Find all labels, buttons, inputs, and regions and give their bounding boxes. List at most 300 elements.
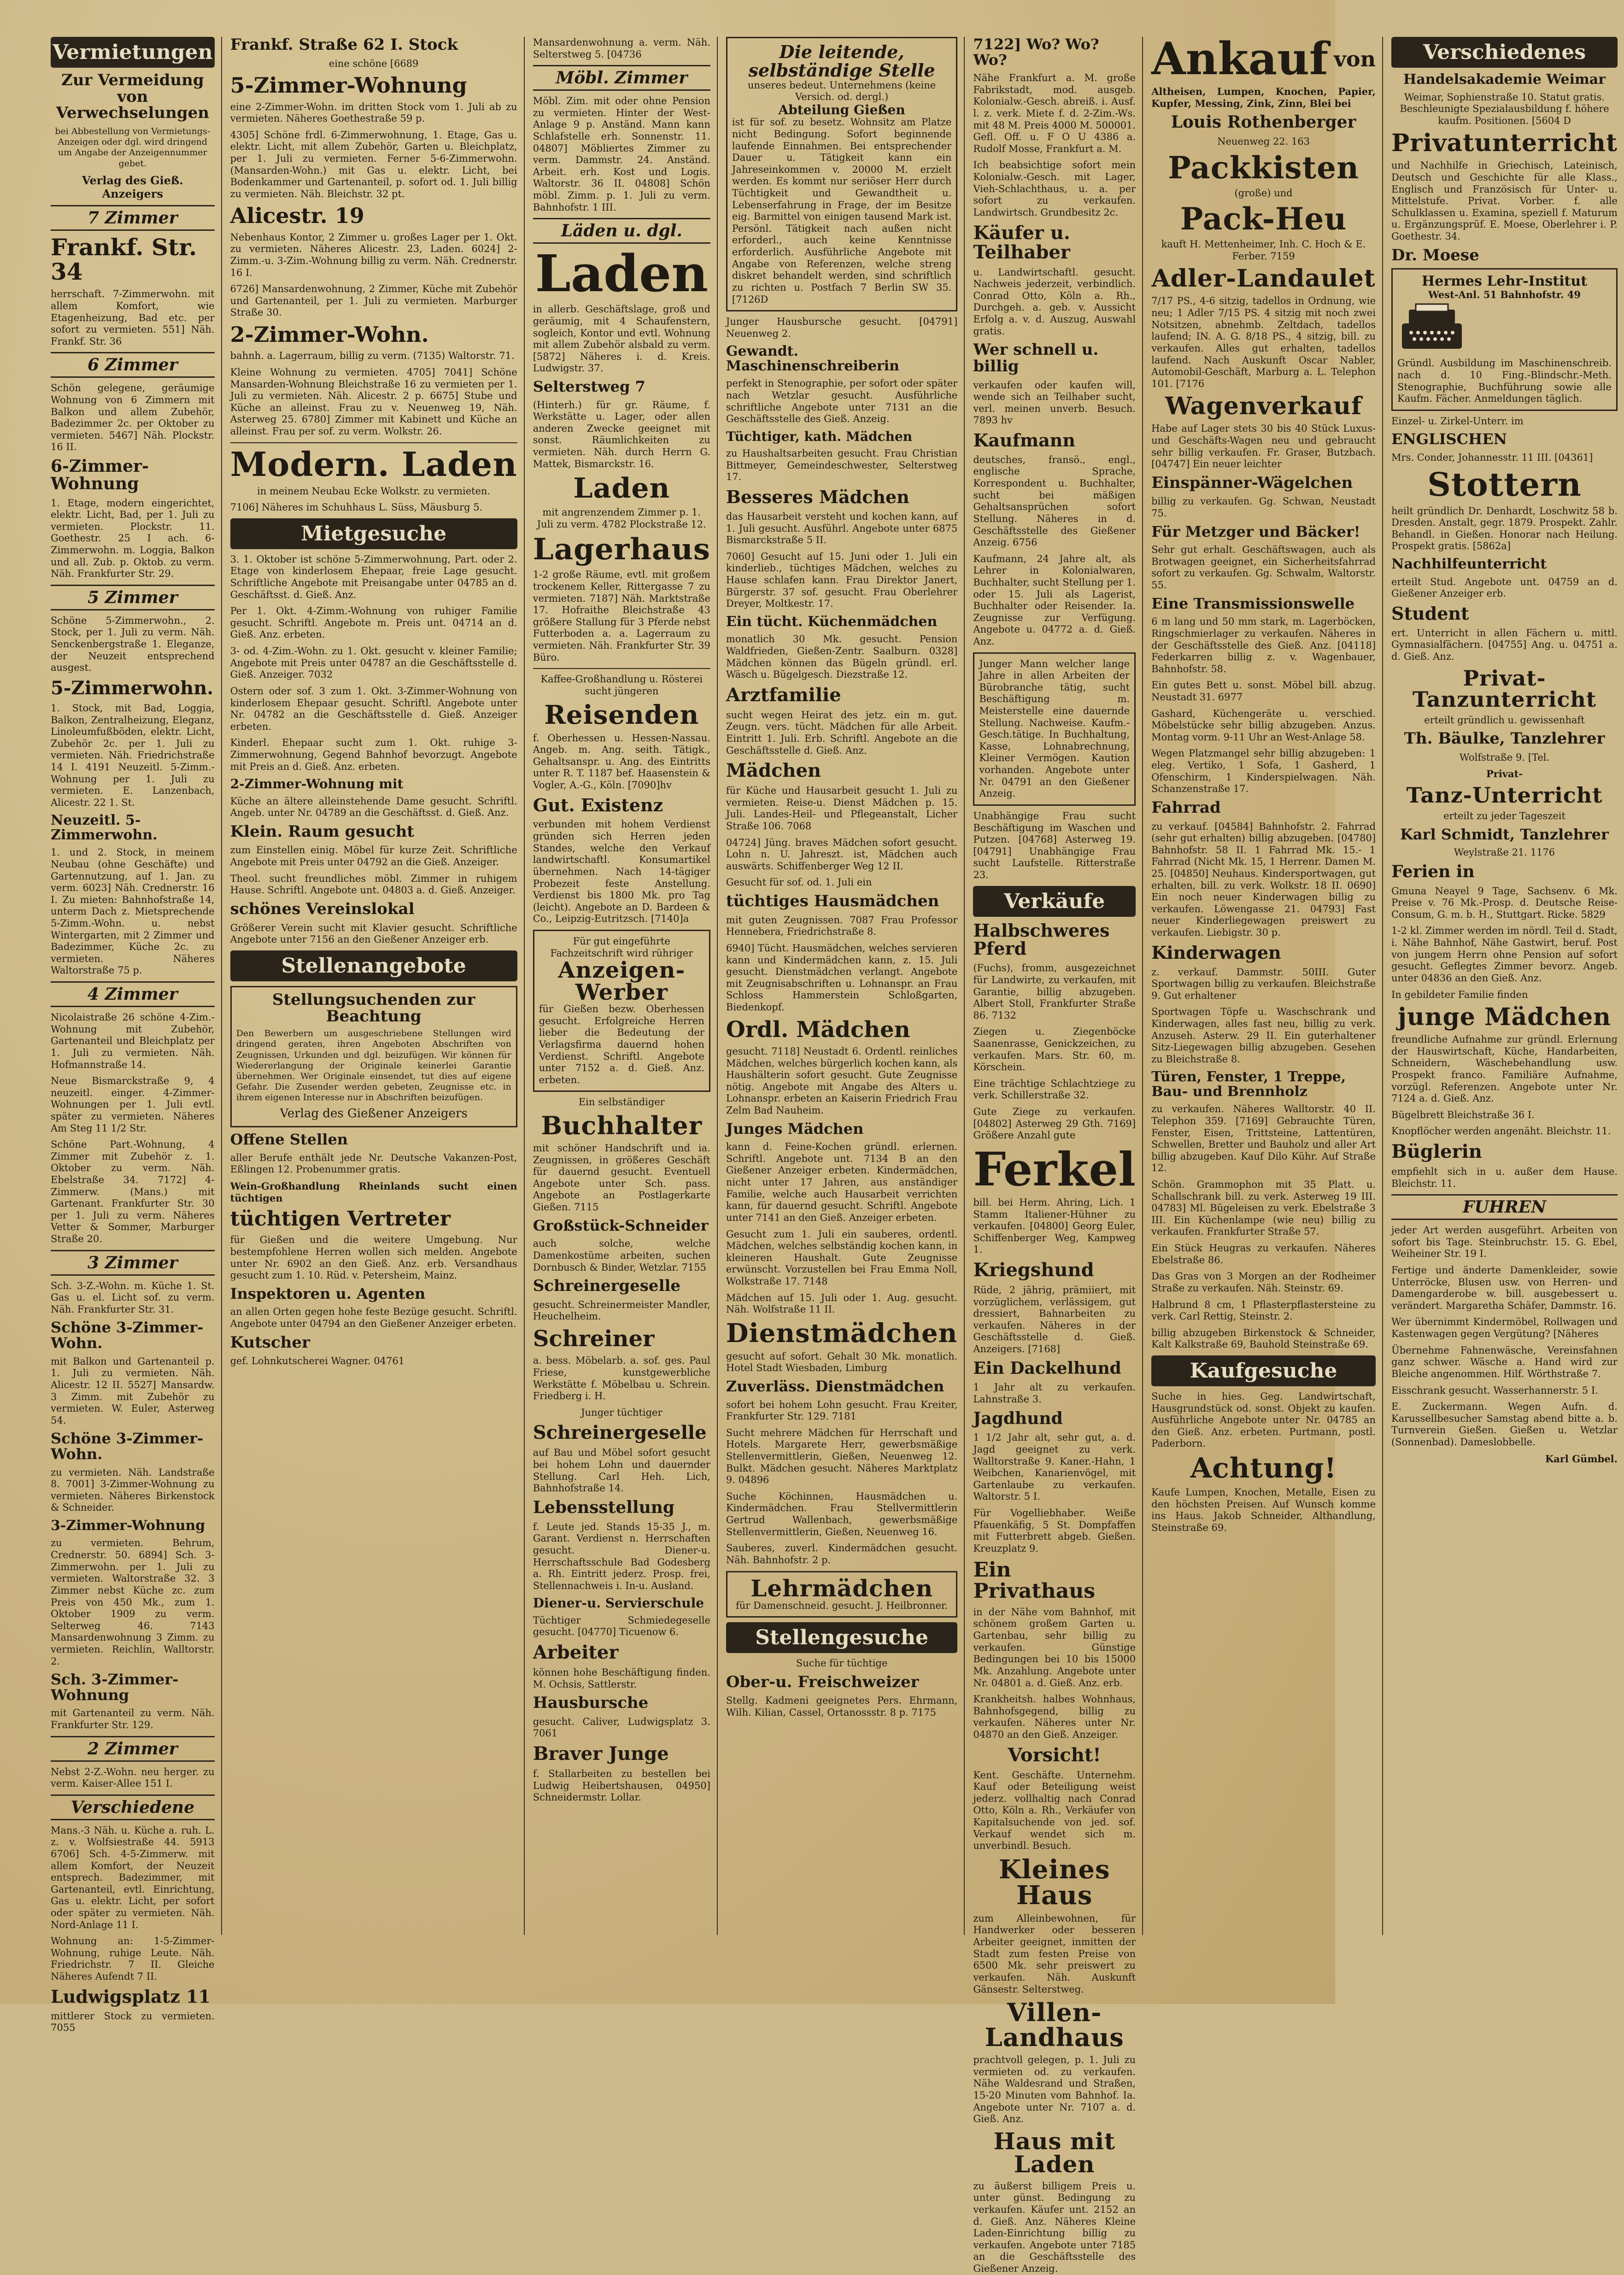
column-7 <box>1391 37 1624 1935</box>
ad-text: Knopflöcher werden angenäht. Bleichstr. 11. <box>1391 1126 1611 1137</box>
ad-heading: Ein tücht. Küchenmädchen <box>726 613 938 630</box>
lehrmaedchen-box <box>726 1571 957 1618</box>
ad-text: mit guten Zeugnissen. 7087 Frau Professor Hennebera, Friedrichstraße 8. <box>726 914 958 938</box>
ad-text: Weylstraße 21. 1176 <box>1454 847 1555 858</box>
vorsicht-heading: Vorsicht! <box>1008 1744 1101 1766</box>
ad-text: verbunden mit hohem Verdienst gründen sich Herren jeden Standes, welche den Verkauf landwirtschaftl. Konsumartikel übernehmen. Nach 14-tägiger Probezeit feste Anstellung. Verdienst bis 1800 Mk. pro Tag (leicht). Angebote an D. Bardeen & Co., Leipzig-Eutritzsch. [7140]a <box>533 819 710 925</box>
intro-sign: Verlag des Gieß. Anzeigers <box>82 173 183 201</box>
subhead-7-zimmer: 7 Zimmer <box>51 205 215 231</box>
column-1 <box>51 37 222 2034</box>
achtung-heading: Achtung! <box>1190 1452 1337 1484</box>
ad-text: Mansardenwohnung a. verm. Näh. Selterstweg 5. [04736 <box>533 37 710 60</box>
ad-heading: Th. Bäulke, Tanzlehrer <box>1404 729 1605 748</box>
column-3 <box>533 37 718 1935</box>
ad-heading: schönes Vereinslokal <box>230 899 415 918</box>
subhead-moebl-zimmer: Möbl. Zimmer <box>533 65 710 91</box>
stelle-label: Abteilung Gießen <box>778 102 905 117</box>
lehrmaedchen-text: für Damenschneid. gesucht. J. Heilbronner. <box>735 1600 948 1611</box>
divider <box>533 668 710 669</box>
ad-text: erteilt Stud. Angebote unt. 04759 an d. Gießener Anzeiger erb. <box>1391 576 1618 599</box>
ad-text: Schön. Grammophon mit 35 Platt. u. Schallschrank bill. zu verk. Asterweg 19 III. 04783] Ml. Bügeleisen zu verk. Ebelstraße 3 III. Ein Küchenlampe (wie neu) billig zu verkaufen. Frankfurter Straße 57. <box>1151 1179 1376 1237</box>
ad-text: Neue Bismarckstraße 9, 4 neuzeitl. einger. 4-Zimmer-Wohnungen per 1. Juli evtl. später zu vermieten. Näheres Am Steg 11 1/2 Str. <box>51 1075 215 1134</box>
ad-heading: Ober-u. Freischweizer <box>726 1672 919 1691</box>
ad-text: herrschaft. 7-Zimmerwohn. mit allem Komfort, wie Etagenheizung, Bad etc. per sofort zu vermieten. 551] Näh. Frankf. Str. 36 <box>51 288 215 347</box>
ad-text: bahnh. a. Lagerraum, billig zu verm. (7135) Waltorstr. 71. <box>230 350 515 362</box>
ad-text: Rüde, 2 jährig, prämiiert, mit vorzüglichem, verlässigem, gut dressiert, Bahnarbeiten zu verkaufen. Näheres in der Geschäftsstelle d. Gieß. Anzeigers. [7168] <box>973 1284 1136 1354</box>
ad-text: Karl Gümbel. <box>1545 1453 1618 1465</box>
villen-heading: Villen-Landhaus <box>985 1998 1124 2052</box>
ad-text: freundliche Aufnahme zur gründl. Erlernung der Hauswirtschaft, Küche, Handarbeiten, Schneidern, Wäschebehandlung usw. Prospekt franco. Familiäre Aufnahme, vorzügl. Referenzen. Angebote unter Nr. 7124 a. d. Gieß. Anz. <box>1391 1034 1618 1104</box>
intro-text: bei Abbestellung von Vermietungs-Anzeigen oder dgl. wird dringend um Angabe der Anzeigennummer gebet. <box>55 126 211 169</box>
ad-text: 7/17 PS., 4-6 sitzig, tadellos in Ordnung, wie neu; 1 Adler 7/15 PS. 4 sitzig mit noch zwei Notsitzen, abnehmb. Zeltdach, tadellos laufend; IN. A. G. 8/18 PS., 4 sitzig, bill. zu verkaufen. Alles gut erhalten, tadellos laufend. Nach Auskunft Oscar Nabler, Automobil-Geschäft, Marburg a. L. Telephon 101. [7176 <box>1151 295 1376 389</box>
ad-heading: 7122] Wo? Wo? Wo? <box>973 35 1099 69</box>
ad-heading: Schöne 3-Zimmer-Wohn. <box>51 1430 204 1463</box>
ad-text: Sauberes, zuverl. Kindermädchen gesucht. Näh. Bahnhofstr. 2 p. <box>726 1542 958 1566</box>
ad-text: Schöne Part.-Wohnung, 4 Zimmer mit Zubehör z. 1. Oktober zu verm. Näh. Ebelstraße 34. 7172] 4-Zimmerw. (Mans.) mit Gartenant. Frankfurter Str. 30 per 1. Juli zu verm. Näheres Vetter & Sommer, Marburger Straße 20. <box>51 1139 215 1245</box>
ad-text: Küche an ältere alleinstehende Dame gesucht. Schriftl. Angeb. unter Nr. 04789 an die Geschäftsst. d. Gieß. Anz. <box>230 795 517 819</box>
ad-text: und Nachhilfe in Griechisch, Lateinisch, Deutsch und Geschichte für alle Klass., Englisch und Französisch für Unter- u. Mittelstufe. Privat. Vorber. f. alle Schulklassen u. Examina, speziell f. Maturum u. Ergänzungsprüf. E. Moese, Oberlehrer i. P. Goethestr. 34. <box>1391 160 1618 242</box>
ad-text: (Hinterh.) für gr. Räume, f. Werkstätte u. Lager, oder allen anderen Zwecke geeignet mit sonst. Räumlichkeiten zu vermieten. Näh. durch Herrn G. Mattek, Bismarckstr. 16. <box>533 399 710 469</box>
ad-heading: Arbeiter <box>533 1641 619 1663</box>
ad-text: Wohnung an: 1-5-Zimmer-Wohnung, ruhige Leute. Näh. Friedrichstr. 7 II. Gleiche Näheres Aufendt 7 II. <box>51 1935 215 1982</box>
ad-text: Kleine Wohnung zu vermieten. 4705] 7041] Schöne Mansarden-Wohnung Bleichstraße 16 zu vermieten per 1. Juli zu vermieten. Näh. Alicestr. 2 p. 6675] Stube und Küche an alleinst. Frau zu v. Neuenweg 19, Näh. Asterweg 25. 6780] Zimmer mit Kabinett und Küche an alleinst. Frau per sof. zu verm. Wolkstr. 26. <box>230 366 517 437</box>
section-band-stellenangebote: Stellenangebote <box>230 950 517 981</box>
subhead-4-zimmer: 4 Zimmer <box>51 981 215 1007</box>
ad-text: verkaufen oder kaufen will, wende sich an Teilhaber sucht, verl. meinen unverb. Besuch. 7893 hv <box>973 379 1136 426</box>
ad-text: Stellg. Kadmeni geeignetes Pers. Ehrmann, Wilh. Kilian, Cassel, Ortanossstr. 8 p. 7175 <box>726 1695 958 1718</box>
ad-text: kann d. Feine-Kochen gründl. erlernen. Schriftl. Angebote unt. 7134 B an den Gießener Anzeiger erbeten. Kindermädchen, nicht unter 17 Jahren, aus anständiger Familie, welche auch Hausarbeit verrichten kann, für dauernd gesucht. Schriftl. Angebote unter 7141 an den Gieß. Anzeiger erbeten. <box>726 1141 958 1223</box>
ad-text: Bügelbrett Bleichstraße 36 I. <box>1391 1109 1535 1120</box>
column-2 <box>230 37 525 1935</box>
hermes-box <box>1391 268 1618 411</box>
ad-text: (große) und <box>1234 187 1293 199</box>
ad-text: mit Gartenanteil zu verm. Näh. Frankfurter Str. 129. <box>51 1707 215 1730</box>
ad-text: Gashard, Küchengeräte u. verschied. Möbelstücke sehr billig abzugeben. Anzus. Montag vorm. 9-11 Uhr an West-Anlage 58. <box>1151 708 1376 743</box>
ad-heading: Diener-u. Servierschule <box>533 1595 704 1611</box>
ad-text: Nicolaistraße 26 schöne 4-Zim.-Wohnung mit Zubehör, Gartenanteil und Bleichplatz per 1. Juli zu vermieten. Näh. Hofmannstraße 14. <box>51 1012 215 1070</box>
ad-text: Nähe Frankfurt a. M. große Fabrikstadt, mod. ausgeb. Kolonialw.-Gesch. abreiß. i. Ausf. l. z. verk. Miete f. d. 2-Zim.-Ws. mit 48 M. Preis 4000 M. 500001. Gefl. Off. u. F O U 4386 a. Rudolf Mosse, Frankfurt a. M. <box>973 72 1136 154</box>
ad-heading: Wer schnell u. billig <box>973 340 1099 375</box>
ad-text: Größerer Verein sucht mit Klavier gesucht. Schriftliche Angebote unter 7156 an den Gießener Anzeiger erb. <box>230 922 517 945</box>
ad-text: ert. Unterricht in allen Fächern u. mittl. Gymnasialfächern. [04755] Ang. u. 04751 a. d. Gieß. Anz. <box>1391 627 1618 662</box>
ad-text: f. Stallarbeiten zu bestellen bei Ludwig Heibertshausen, 04950] Schneidermstr. Lollar. <box>533 1768 710 1803</box>
ad-text: zu verkauf. [04584] Bahnhofstr. 2. Fahrrad (sehr gut erhalten) billig abzugeben. [04780] Bahnhofstr. 58 II. 1 Fahrrad Mk. 15.- 1 Fahrrad (Nicht Mk. 15, 1 Herrenr. Damen M. 25. [04850] Neuhaus. Kindersportwagen, gut erhalten, bill. zu verk. Wolkstr. 18 II. 0690] Ein noch neuer Kinderwagen billig zu verkaufen. Löwengasse 21. 04793] Fast neuer Kinderliegewagen preiswert zu verkaufen. Liebigstr. 30 p. <box>1151 821 1376 938</box>
ad-text: sucht wegen Heirat des jetz. ein m. gut. Zeugn. vers. tücht. Mädchen für alle Arbeit. Eintritt 1. Juli. Erb. Schriftl. Angebote an die Geschäftsstelle d. Gieß. Anz. <box>726 709 958 756</box>
ad-text: 6 m lang und 50 mm stark, m. Lagerböcken, Ringschmierlager zu verkaufen. Näheres in der Geschäftsstelle des Gieß. Anz. [04118] Federkarren billig z. v. Wagenbauer, Bahnhofstr. 58. <box>1151 616 1376 674</box>
ad-heading: Einspänner-Wägelchen <box>1151 473 1353 492</box>
ad-text: Kaufmann, 24 Jahre alt, als Lehrer in Kolonialwaren, Buchhalter, sucht Stellung per 1. oder 15. Juli als Lagerist, Buchhalter oder Reisender. Ia. Zeugnisse zur Verfügung. Angebote u. 04772 a. d. Gieß. Anz. <box>973 553 1136 647</box>
ad-text: Suche für tüchtige <box>796 1658 888 1669</box>
ad-text: mittlerer Stock zu vermieten. 7055 <box>51 2010 215 2034</box>
packheu-heading: Pack-Heu <box>1180 201 1347 237</box>
ad-text: sofort bei hohem Lohn gesucht. Frau Kreiter, Frankfurter Str. 129. 7181 <box>726 1399 958 1422</box>
column-6 <box>1151 33 1383 1935</box>
ad-heading: Nachhilfeunterricht <box>1391 556 1547 573</box>
section-band-vermietungen: Vermietungen <box>51 37 215 68</box>
ad-heading: Halbschweres Pferd <box>973 920 1110 959</box>
packkisten-heading: Packkisten <box>1168 149 1360 186</box>
ad-heading: Kutscher <box>230 1333 310 1352</box>
ad-text: Übernehme Fahnenwäsche, Vereinsfahnen ganz schwer. Wäsche a. Hand wird zur Bleiche angenommen. Hilf. Wörthstraße 7. <box>1391 1344 1618 1379</box>
ad-text: Gesucht zum 1. Juli ein sauberes, ordentl. Mädchen, welches selbständig kochen kann, in kleineren Haushalt. Gute Zeugnisse erwünscht. Vorzustellen bei Frau Emma Noll, Wolkstraße 17. 7148 <box>726 1228 958 1287</box>
modern-laden-heading: Modern. Laden <box>230 444 517 484</box>
ad-heading: Fahrrad <box>1151 798 1221 817</box>
ad-text: Mans.-3 Näh. u. Küche a. ruh. L. z. v. Wolfsiestraße 44. 5913 6706] Sch. 4-5-Zimmerw. mit allem Komfort, der Neuzeit entsprech. Badezimmer, mit Gartenanteil, evtl. Einrichtung, Gas u. elektr. Licht, per sofort oder später zu vermieten. Näh. Nord-Anlage 11 I. <box>51 1824 215 1930</box>
ad-text: Gmuna Neayel 9 Tage, Sachsenv. 6 Mk. Preise v. 76 Mk.-Prosp. d. Deutsche Reise-Consum, G. m. b. H., Stuttgart. Ricke. 5829 <box>1391 885 1618 920</box>
tanz-unterricht-heading: Tanz-Unterricht <box>1406 783 1603 808</box>
subhead-verschiedene: Verschiedene <box>51 1794 215 1820</box>
ad-text: Ziegen u. Ziegenböcke Saanenrasse, Genickzeichen, zu verkaufen. Mars. Str. 60, m. Körschein. <box>973 1026 1136 1073</box>
ad-text: Ostern oder sof. 3 zum 1. Okt. 3-Zimmer-Wohnung von kinderlosem Ehepaar gesucht. Schriftl. Angebote unter Nr. 04782 an die Geschäftsstelle d. Gieß. Anzeiger erbeten. <box>230 685 517 732</box>
ankauf-sub: von <box>1334 46 1376 71</box>
ad-heading: 2-Zimmer-Wohnung mit <box>230 776 404 792</box>
ad-text: Schöne 5-Zimmerwohn., 2. Stock, per 1. Juli zu verm. Näh. Senckenbergstraße 1. Eleganze, der Neuzeit entsprechend ausgest. <box>51 615 215 674</box>
ad-heading: Jagdhund <box>973 1408 1063 1428</box>
ad-text: Eisschrank gesucht. Wasserhannerstr. 5 I. <box>1391 1384 1598 1396</box>
ad-text: 7060] Gesucht auf 15. Juni oder 1. Juli ein kinderlieb., tüchtiges Mädchen, welches zu Hause schlafen kann. Frau Direktor Janert, Bürgerstr. 37 sof. gesucht. Frau Oberlehrer Dreyer, Moltkestr. 17. <box>726 551 958 610</box>
ad-text: Per 1. Okt. 4-Zimm.-Wohnung von ruhiger Familie gesucht. Schriftl. Angebote m. Preis unt. 04714 an d. Gieß. Anz. erbeten. <box>230 605 517 640</box>
privat-tanz-heading: Privat-Tanzunterricht <box>1412 665 1597 712</box>
ad-heading: Alicestr. 19 <box>230 203 364 229</box>
section-band-verkaeufe: Verkäufe <box>973 886 1136 917</box>
subhead-5-zimmer: 5 Zimmer <box>51 585 215 610</box>
ad-text: Für Vogelliebhaber. Weiße Pfauenkäfig, 5 St. Dompfaffen mit Futterbrett abgeb. Gießen. Kreuzplatz 9. <box>973 1507 1136 1554</box>
lagerhaus-heading: Lagerhaus <box>533 532 710 567</box>
intro-heading: Zur Vermeidung von Verwechselungen <box>56 71 209 123</box>
privatunterricht-heading: Privatunterricht <box>1391 129 1618 158</box>
subhead-3-zimmer: 3 Zimmer <box>51 1250 215 1276</box>
notice-heading: Stellungsuchenden zur Beachtung <box>272 990 475 1026</box>
subhead-laeden: Läden u. dgl. <box>533 218 710 244</box>
ankauf-row <box>1151 33 1376 85</box>
ad-heading: 5-Zimmerwohn. <box>51 677 214 699</box>
hermes-text: Gründl. Ausbildung im Maschinenschreib. nach d. 10 Fing.-Blindschr.-Meth. Stenographie, Buchführung sowie alle Kaufm. Fächer. Anmeldungen täglich. <box>1397 358 1612 405</box>
notice-box <box>230 986 517 1127</box>
ad-text: Sehr gut erhalt. Geschäftswagen, auch als Brotwagen geeignet, ein Sicherheitsfahrrad sofort zu verkaufen. Gg. Schwalm, Waltorstr. 55. <box>1151 544 1376 591</box>
ad-text: erteilt zu jeder Tageszeit <box>1443 810 1565 822</box>
ad-text: heilt gründlich Dr. Denhardt, Loschwitz 58 b. Dresden. Anstalt, gegr. 1879. Prospekt. Zahlr. Behandl. in Gießen. Honorar nach Heilung. Prospekt gratis. [5862a] <box>1391 505 1618 552</box>
ankauf-heading: Ankauf <box>1151 33 1329 85</box>
ad-text: Einzel- u. Zirkel-Unterr. im <box>1391 415 1524 427</box>
ad-text: Ein Stück Heugras zu verkaufen. Näheres Ebelstraße 86. <box>1151 1243 1376 1266</box>
ad-heading: Sch. 3-Zimmer-Wohnung <box>51 1671 179 1704</box>
ad-text: Nebenhaus Kontor, 2 Zimmer u. großes Lager per 1. Okt. zu vermieten. Näheres Alicestr. 23, Laden. 6024] 2-Zimm.-u. 3-Zim.-Wohnung billig zu verm. Näh. Crednerstr. 16 I. <box>230 231 517 278</box>
ad-text: für Gießen und die weitere Umgebung. Nur bestempfohlene Herren wollen sich melden. Angebote unter Nr. 6902 an den Gieß. Anz. erb. Versandhaus gesucht zum 1. 10. Rüd. v. Petersheim, Mainz. <box>230 1234 517 1281</box>
ad-text: Das Gras von 3 Morgen an der Rodheimer Straße zu verkaufen. Näh. Steinstr. 69. <box>1151 1271 1376 1294</box>
ad-text: In gebildeter Familie finden <box>1391 989 1528 1000</box>
laden2-heading: Laden <box>573 472 670 505</box>
ankauf-name: Louis Rothenberger <box>1171 112 1356 132</box>
ad-heading: Frankf. Str. 34 <box>51 234 197 285</box>
ad-heading: Inspektoren u. Agenten <box>230 1284 426 1302</box>
divider <box>230 442 517 443</box>
adler-heading: Adler-Landaulet <box>1151 264 1376 293</box>
ad-heading: Türen, Fenster, 1 Treppe, Bau- und Brennholz <box>1151 1069 1346 1100</box>
ad-heading: Schreiner <box>533 1326 655 1352</box>
ad-text: Mrs. Conder, Johannesstr. 11 III. [04361] <box>1391 452 1593 463</box>
ad-heading: Karl Schmidt, Tanzlehrer <box>1400 825 1609 843</box>
ad-text: mit Balkon und Gartenanteil p. 1. Juli zu vermieten. Näh. Alicestr. 12 II. 5527] Mansardw. 3 Zimm. mit Zubehör zu vermieten. W. Euler, Asterweg 54. <box>51 1355 215 1426</box>
werber-box <box>533 930 710 1092</box>
ad-text: 7106] Näheres im Schuhhaus L. Süss, Mäusburg 5. <box>230 502 483 513</box>
laden-heading: Laden <box>535 244 709 304</box>
ad-heading: Büglerin <box>1391 1141 1482 1162</box>
ad-text: 1 Jahr alt zu verkaufen. Lahnstraße 3. <box>973 1382 1136 1405</box>
ad-text: Halbrund 8 cm, 1 Pflasterpflastersteine zu verk. Carl Rettig, Steinstr. 2. <box>1151 1299 1376 1322</box>
ad-text: Wer übernimmt Kindermöbel, Rollwagen und Kastenwagen gegen Vergütung? [Näheres <box>1391 1316 1618 1340</box>
ad-text: monatlich 30 Mk. gesucht. Pension Waldfrieden, Gießen-Zentr. Saalburn. 0328] Mädchen können das Bügeln gründl. erl. Wäsch u. Bügelgesch. Diezstraße 12. <box>726 633 958 680</box>
ad-heading: 5-Zimmer-Wohnung <box>230 73 467 98</box>
ad-heading: Braver Junge <box>533 1743 669 1765</box>
ad-heading: Kinderwagen <box>1151 942 1281 963</box>
ad-text: das Hausarbeit versteht und kochen kann, auf 1. Juli gesucht. Ausführl. Angebote unter 6875 Bismarckstraße 5 II. <box>726 510 958 546</box>
lehrmaedchen-heading: Lehrmädchen <box>750 1574 933 1602</box>
ad-text: zu vermieten. Näh. Landstraße 8. 7001] 3-Zimmer-Wohnung zu vermieten. Näheres Birkenstock & Schneider. <box>51 1466 215 1513</box>
ferkel-heading: Ferkel <box>973 1142 1136 1196</box>
ad-heading: Tüchtiger, kath. Mädchen <box>726 428 913 444</box>
ad-heading: Ludwigsplatz 11 <box>51 1986 211 2007</box>
ad-heading: ENGLISCHEN <box>1391 430 1507 448</box>
ad-text: gesucht. Schreinermeister Mandler, Heuchelheim. <box>533 1299 710 1322</box>
ad-heading: Großstück-Schneider <box>533 1216 709 1234</box>
ad-text: Fertige und änderte Damenkleider, sowie Unterröcke, Blusen usw. von Herren- und Damengarderobe w. bill. ausgebessert u. verändert. Margaretha Schäfer, Dammstr. 16. <box>1391 1265 1618 1311</box>
ad-text: Theol. sucht freundliches möbl. Zimmer in ruhigem Hause. Schriftl. Angebote unt. 04803 a. d. Gieß. Anzeiger. <box>230 873 517 896</box>
section-band-verschiedenes: Verschiedenes <box>1391 37 1618 68</box>
ad-text: eine 2-Zimmer-Wohn. im dritten Stock vom 1. Juli ab zu vermieten. Näheres Goethestraße 59 p. <box>230 101 517 124</box>
ad-heading: Gut. Existenz <box>533 794 663 815</box>
ad-text: Wegen Platzmangel sehr billig abzugeben: 1 eleg. Vertiko, 1 Sofa, 1 Gasherd, 1 Ofenschirm, 1 Kinderspielwagen. Näh. Schanzenstraße 17. <box>1151 748 1376 795</box>
ad-text: Sch. 3-Z.-Wohn. m. Küche 1. St. Gas u. el. Licht sof. zu verm. Näh. Frankfurter Str. 31. <box>51 1280 215 1315</box>
stelle-text: ist für sof. zu besetz. Wohnsitz am Platze nicht Bedingung. Sofort beginnende laufende Einnahmen. Bei entsprechender Dauer u. Tätigkeit kann ein Jahreseinkommen v. 20000 M. erzielt werden. Es kommt nur seriöser Herr durch Tüchtigkeit und Gewandtheit u. Lebenserfahrung in Frage, der im Besitze eig. Barmittel von einigen tausend Mark ist. Persönl. Tätigkeit nach außen nicht erforderl., auch keine Kenntnisse erforderlich. Ausführliche Angebote mit Angabe von Referenzen, welche streng diskret behandelt werden, sind schriftlich zu richten u. Postfach 7 Berlin SW 35. [7126D <box>732 117 952 305</box>
ad-text: gef. Lohnkutscherei Wagner. 04761 <box>230 1355 405 1367</box>
ad-text: Altheisen, Lumpen, Knochen, Papier, Kupfer, Messing, Zink, Zinn, Blei bei <box>1151 86 1376 109</box>
ad-heading: Eine Transmissionswelle <box>1151 594 1355 612</box>
ad-text: Sucht mehrere Mädchen für Herrschaft und Hotels. Margarete Herr, gewerbsmäßige Stellenvermittlerin, Gießen, Neuenweg 12. Bulkt. Mädchen gesucht. Näheres Marktplatz 9. 04896 <box>726 1427 958 1486</box>
stelle-sub: unseres bedeut. Unternehmens (keine Versich. od. dergl.) <box>748 79 936 103</box>
ad-heading: Ordl. Mädchen <box>726 1016 910 1043</box>
ad-text: Mädchen auf 15. Juli oder 1. Aug. gesucht. Näh. Wolfstraße 11 II. <box>726 1292 958 1315</box>
ad-text: Kaufe Lumpen, Knochen, Metalle, Eisen zu den höchsten Preisen. Auf Wunsch komme ins Haus. Jakob Schneider, Althandlung, Steinstraße 69. <box>1151 1487 1376 1533</box>
ad-text: 6940] Tücht. Hausmädchen, welches servieren kann und Kindermädchen kann, z. 15. Juli gesucht. Dienstmädchen verlangt. Angebote mit Zeugnisabschriften u. Lohnanspr. an Frau Schloss Hammerstein Schloßgarten, Biedenkopf. <box>726 942 958 1013</box>
hermes-heading: Hermes Lehr-Institut <box>1421 273 1588 290</box>
ad-heading: Frankf. Straße 62 I. Stock <box>230 35 458 54</box>
ad-text: Privat- <box>1486 768 1523 780</box>
ad-text: Ich beabsichtige sofort mein Kolonialw.-Gesch. mit Lager, Vieh-Schlachthaus, u. a. per sofort zu verkaufen. Landwirtsch. Grundbesitz 2c. <box>973 159 1136 218</box>
ad-text: in allerb. Geschäftslage, groß und geräumig, mit 4 Schaufenstern, sogleich, Kontor und evtl. Wohnung mit allem Zubehör alsbald zu verm. [5872] Näheres i. d. Kreis. Ludwigstr. 37. <box>533 304 710 374</box>
ad-text: Tüchtiger Schmiedegeselle gesucht. [04770] Ticuenow 6. <box>533 1614 710 1638</box>
werber-text: für Gießen bezw. Oberhessen gesucht. Erfolgreiche Herren lieber die Bedeutung der Verlagsfirma dauernd hohen Verdienst. Schriftl. Angebote unter 7152 a. d. Gieß. Anz. erbeten. <box>539 1003 704 1085</box>
hermes-address: West-Anl. 51 Bahnhofstr. 49 <box>1428 288 1581 300</box>
ad-text: 1-2 große Räume, evtl. mit großem trockenem Keller, Rittergasse 7 zu vermieten. 7187] Näh. Marktstraße 17. Hofraithe Bleichstraße 43 größere Stallung für 3 Pferde nebst Futterboden a. a. Lagerraum zu vermieten. Näh. Frankfurter Str. 39 Büro. <box>533 569 710 663</box>
ad-text: eine schöne [6689 <box>328 58 419 69</box>
columns <box>51 33 1618 2275</box>
ad-text: zu vermieten. Behrum, Crednerstr. 50. 6894] Sch. 3-Zimmerwohn. per 1. Juli zu vermieten. Waltorstraße 32. 3 Zimmer nebst Küche zc. zum Preis von 450 Mk., zum 1. Oktober 1909 zu verm. Selterweg 46. 7143 Mansardenwohnung 3 Zimm. zu vermieten. Reichlin, Walltorstr. 2. <box>51 1537 215 1667</box>
ad-text: 6726] Mansardenwohnung, 2 Zimmer, Küche mit Zubehör und Gartenanteil, per 1. Juli zu vermieten. Marburger Straße 30. <box>230 283 517 318</box>
ad-text: Kinderl. Ehepaar sucht zum 1. Okt. ruhige 3-Zimmerwohnung, Gegend Bahnhof bevorzugt. Angebote mit Preis an d. Gieß. Anz. erbeten. <box>230 737 517 772</box>
ad-text: 1. Etage, modern eingerichtet, elektr. Licht, Bad, per 1. Juli zu vermieten. Plockstr. 11. Goethestr. 25 I ach. 6-Zimmerwohn. m. Loggia, Balkon und all. Zub. p. Oktob. zu verm. Näh. Frankfurter Str. 29. <box>51 497 215 580</box>
ad-text: Suche in hies. Geg. Landwirtschaft, Hausgrundstück od. sonst. Objekt zu kaufen. Ausführliche Angebote unter Nr. 04785 an den Gieß. Anz. erbeten. Purtmann, postl. Paderborn. <box>1151 1390 1376 1449</box>
ad-text: f. Leute jed. Stands 15-35 J., m. Garant. Verdienst n. Herrschaften gesucht. Diener-u. Herrschaftsschule Bad Godesberg a. Rh. Eintritt jederz. Prosp. frei, Stellennachweis i. In-u. Ausland. <box>533 1521 710 1591</box>
ad-text: Junger tüchtiger <box>581 1407 662 1418</box>
ad-heading: Ein Privathaus <box>973 1558 1095 1603</box>
jung-mann-text: Junger Mann welcher lange Jahre in allen Arbeiten der Bürobranche tätig, sucht Beschäftigung m. Meisterstelle eine dauernde Stellung. Nachweise. Kaufm.-Gesch.tätige. In Buchhaltung, Kasse, Lohnabrechnung, Kleiner Vermögen. Kaution vorhanden. Angebote unter Nr. 04791 an den Gießener Anzeig. <box>979 658 1130 799</box>
ad-text: z. verkauf. Dammstr. 50III. Guter Sportwagen billig zu verkaufen. Bleichstraße 9. Gut erhaltener <box>1151 966 1376 1001</box>
ad-text: zum Alleinbewohnen, für Handwerker oder besseren Arbeiter geeignet, inmitten der Stadt zum festen Preise von 6500 Mk. sehr preiswert zu verkaufen. Näh. Auskunft Gänsestr. Selterstweg. <box>973 1912 1136 1995</box>
subhead-6-zimmer: 6 Zimmer <box>51 352 215 378</box>
ad-text: 04724] Jüng. braves Mädchen sofort gesucht. Lohn n. U. Jahreszt. ist, Mädchen auch auswärts. Schiffenberger Weg 12 II. <box>726 837 958 872</box>
subhead-2-zimmer: 2 Zimmer <box>51 1736 215 1762</box>
ad-text: 4305] Schöne frdl. 6-Zimmerwohnung, 1. Etage, Gas u. elektr. Licht, mit allem Zubehör, Garten u. Bleichplatz, per 1. Juli zu vermieten. Ferner 5-6-Zimmerwohn. (Mansarden-Wohn.) mit Gas u. elektr. Licht, bei Bodenkammer und Gartenanteil, p. sofort od. 1. Juli billig zu vermieten. Näh. Bleichstr. 32 pt. <box>230 129 517 199</box>
ad-text: Krankheitsh. halbes Wohnhaus, Bahnhofsgegend, billig zu verkaufen. Näheres unter Nr. 04870 an den Gieß. Anzeiger. <box>973 1694 1136 1740</box>
ad-heading: Arztfamilie <box>726 684 841 706</box>
ad-text: Ein selbständiger <box>578 1096 665 1108</box>
column-4 <box>726 37 965 1935</box>
notice-sign: Verlag des Gießener Anzeigers <box>280 1107 468 1121</box>
ad-text: kauft H. Mettenheimer, Inh. C. Hoch & E. Ferber. 7159 <box>1161 239 1366 262</box>
typewriter-icon <box>1397 300 1466 356</box>
ad-text: in der Nähe vom Bahnhof, mit schönem großem Garten u. Gartenbau, sehr billig zu verkaufen. Günstige Bedingungen bei 10 bis 15000 Mk. Anzahlung. Angebote unter Nr. 04801 a. d. Gieß. Anz. erb. <box>973 1606 1136 1689</box>
ad-text: prachtvoll gelegen, p. 1. Juli zu vermieten od. zu verkaufen. Nähe Waldesrand und Straßen, 15-20 Minuten vom Bahnhof. Ia. Angebote unter Nr. 7107 a. d. Gieß. Anz. <box>973 2054 1136 2125</box>
ad-text: u. Landwirtschaftl. gesucht. Nachweis jederzeit, verbindlich. Conrad Otto, Köln a. Rh., Durchgeh. a. geb. v. Aussicht Erfolg a. v. d. Auszug, Auswahl gratis. <box>973 266 1136 337</box>
junge-maedchen-heading: junge Mädchen <box>1398 1003 1611 1032</box>
ad-text: Eine trächtige Schlachtziege zu verk. Schillerstraße 32. <box>973 1078 1136 1101</box>
dienstmaedchen-heading: Dienstmädchen <box>726 1318 958 1349</box>
ad-text: 1. und 2. Stock, in meinem Neubau (ohne Geschäfte) und Gartennutzung, auf 1. Jan. zu verm. 6023] Näh. Crednerstr. 16 I. Zu mieten: Bahnhofstraße 14, unterm Dach z. Mietsprechende 5-Zimm.-Wohn. u. nebst Wintergarten, mit 2 Zimmer und Badezimmer, Küche 2c. zu vermieten. Näheres Waltorstraße 75 p. <box>51 847 215 976</box>
ad-text: Kent. Geschäfte. Unternehm. Kauf oder Beteiligung weist jederz. vollhaltig nach Conrad Otto, Köln a. Rh., Verkäufer von Kapitalsuchende von jed. sof. Verkauf wendet sich m. unverbindl. Besuch. <box>973 1769 1136 1852</box>
werber-heading: Anzeigen-Werber <box>558 957 686 1006</box>
ad-text: mit schöner Handschrift und ia. Zeugnissen, in größeres Geschäft für dauernd gesucht. Eventuell Angebote unter Sch. pass. Angebote an Postlagerkarte Gießen. 7115 <box>533 1143 710 1213</box>
ad-heading: Lebensstellung <box>533 1497 675 1517</box>
ad-heading: Gewandt. Maschinenschreiberin <box>726 343 899 374</box>
notice-text: Den Bewerbern um ausgeschriebene Stellungen wird dringend geraten, ihren Angeboten Abschriften von Zeugnissen, Urkunden und dgl. beizufügen. Wir können für Wiedererlangung der Originale keinerlei Garantie übernehmen. Wer Originale einsendet, tut dies auf eigene Gefahr. Die Zusender werden gebeten, Zeugnisse etc. in ihrem eigenen Interesse nur in Abschriften beizufügen. <box>236 1028 511 1103</box>
ad-heading: Zuverläss. Dienstmädchen <box>726 1377 944 1395</box>
ad-text: zu Haushaltsarbeiten gesucht. Frau Christian Bittmeyer, Gemeindeschwester, Selterstweg 17. <box>726 448 958 483</box>
ad-heading: Handelsakademie Weimar <box>1403 71 1606 88</box>
stelle-heading: Die leitende, selbständige Stelle <box>748 41 935 81</box>
ad-text: aller Berufe enthält jede Nr. Deutsche Vakanzen-Post, Eßlingen 12. Probenummer gratis. <box>230 1152 517 1175</box>
ad-heading: Schreinergeselle <box>533 1277 681 1296</box>
ad-text: zu verkaufen. Näheres Walltorstr. 40 II. Telephon 359. [7169] Gebrauchte Türen, Fenster, Eisen, Trittsteine, Lattentüren, Schwellen, Bretter und Bauholz und aller Art billig abzugeben. Kauf Dilo Kühr. Auf Straße 12. <box>1151 1103 1376 1174</box>
ad-text: Junger Hausbursche gesucht. [04791] Neuenweg 2. <box>726 316 958 339</box>
ad-text: erteilt gründlich u. gewissenhaft <box>1424 714 1585 726</box>
ad-text: Wolfstraße 9. [Tel. <box>1459 751 1550 763</box>
ad-text: Möbl. Zim. mit oder ohne Pension zu vermieten. Hinter der West-Anlage 9 p. Anständ. Mann kann Schlafstelle erh. Sonnenstr. 11. 04807] Möbliertes Zimmer zu verm. Dammstr. 24. Anständ. Arbeit. erh. Kost und Logis. Waltorstr. 36 II. 04808] Schön möbl. Zimm. p. 1. Juli zu verm. Bahnhofstr. 1 III. <box>533 95 710 213</box>
ad-heading: 2-Zimmer-Wohn. <box>230 322 429 347</box>
ad-heading: Neuzeitl. 5-Zimmerwohn. <box>51 812 158 843</box>
ad-text: Gute Ziege zu verkaufen. [04802] Asterweg 29 Gth. 7169] Größere Anzahl gute <box>973 1106 1136 1141</box>
ad-heading: Kriegshund <box>973 1259 1094 1281</box>
ad-text: Gesucht für sof. od. 1. Juli ein <box>726 877 872 888</box>
ad-text: Ein gutes Bett u. sonst. Möbel bill. abzug. Neustadt 31. 6977 <box>1151 680 1376 703</box>
ad-text: a. bess. Möbelarb. a. sof. ges. Paul Friese, kunstgewerbliche Werkstätte f. Möbelbau u. Schrein. Friedberg i. H. <box>533 1355 710 1402</box>
ad-heading: Dr. Moese <box>1391 246 1479 264</box>
ad-text: auch solche, welche Damenkostüme arbeiten, suchen Dornbusch & Binder, Wetzlar. 7155 <box>533 1238 710 1273</box>
section-band-mietgesuche: Mietgesuche <box>230 518 517 549</box>
ad-text: können hohe Beschäftigung finden. M. Ochsis, Sattlerstr. <box>533 1666 710 1690</box>
ad-text: 3- od. 4-Zim.-Wohn. zu 1. Okt. gesucht v. kleiner Familie; Angebote mit Preis unter 04787 an die Geschäftsstelle d. Gieß. Anzeiger. 7032 <box>230 645 517 680</box>
ad-heading: 6-Zimmer-Wohnung <box>51 456 149 493</box>
haus-laden-heading: Haus mit Laden <box>993 2127 1115 2178</box>
ad-text: mit angrenzendem Zimmer p. 1. Juli zu verm. 4782 Plockstraße 12. <box>537 507 706 530</box>
ad-text: Weimar, Sophienstraße 10. Statut gratis. Beschleunigte Spezialausbildung f. höhere kaufm. Positionen. [5604 D <box>1400 91 1609 126</box>
ad-heading: Schreinergeselle <box>533 1422 707 1444</box>
ad-text: an allen Orten gegen hohe feste Bezüge gesucht. Schriftl. Angebote unter 04794 an den Gießener Anzeiger erbeten. <box>230 1306 517 1329</box>
ad-text: Habe auf Lager stets 30 bis 40 Stück Luxus- und Geschäfts-Wagen neu und gebraucht sehr billig verkaufen. Fr. Graser, Butzbach. [04747] Ein neuer leichter <box>1151 423 1376 470</box>
ad-text: Nebst 2-Z.-Wohn. neu herger. zu verm. Kaiser-Allee 151 I. <box>51 1766 215 1789</box>
ad-text: gesucht. Caliver, Ludwigsplatz 3. 7061 <box>533 1716 710 1739</box>
wagen-heading: Wagenverkauf <box>1165 392 1362 421</box>
ad-text: 1. Stock, mit Bad, Loggia, Balkon, Zentralheizung, Eleganz, Linoleumfußböden, elektr. Licht, Zubehör 2c. per 1. Juli zu vermieten. Näh. Friedrichstraße 14 I. 4191 Neuzeitl. 5-Zimm.-Wohnung per 1. Juli zu vermieten. E. Lanzenbach, Alicestr. 22 1. St. <box>51 702 215 808</box>
ad-text: f. Oberhessen u. Hessen-Nassau. Angeb. m. Ang. seith. Tätigk., Gehaltsanspr. u. Ang. des Eintritts unter R. T. 1187 bef. Haasenstein & Vogler, A.-G., Köln. [7090]hv <box>533 732 710 791</box>
ad-text: gesucht auf sofort. Gehalt 30 Mk. monatlich. Hotel Stadt Wiesbaden, Limburg <box>726 1350 958 1374</box>
ad-heading: Kaufmann <box>973 429 1076 451</box>
ad-text: 3. 1. Oktober ist schöne 5-Zimmerwohnung, Part. oder 2. Etage von kinderlosem Ehepaar, freie Lage gesucht. Schriftliche Angebote mit Preisangabe unter 04785 an d. Geschäftsst. d. Gieß. Anz. <box>230 553 517 600</box>
ad-text: auf Bau und Möbel sofort gesucht bei hohem Lohn und dauernder Stellung. Carl Heh. Lich, Bahnhofstraße 14. <box>533 1447 710 1494</box>
ad-heading: Schöne 3-Zimmer-Wohn. <box>51 1319 204 1352</box>
ad-heading: Besseres Mädchen <box>726 487 909 508</box>
ad-heading: Ferien in <box>1391 862 1475 881</box>
ad-text: 1-2 kl. Zimmer werden im nördl. Teil d. Stadt, i. Nähe Bahnhof, Nähe Gastwirt, beruf. Post von jungem Herrn ohne Pension auf sofort gesucht. Geflegtes Zimmer bevorz. Angeb. unter 04836 an den Gieß. Anz. <box>1391 925 1618 984</box>
ad-heading: Klein. Raum gesucht <box>230 822 415 841</box>
ad-text: Wein-Großhandlung Rheinlands sucht einen tüchtigen <box>230 1180 517 1204</box>
reisenden-heading: Reisenden <box>544 699 699 730</box>
ad-text: zu äußerst billigem Preis u. unter günst. Bedingung zu verkaufen. Käufer unt. 2152 an d. Gieß. Anz. Näheres Kleine Laden-Einrichtung billig zu verkaufen. Angebote unter 7185 an die Geschäftsstelle des Gießener Anzeig. <box>973 2180 1136 2275</box>
ankauf-address: Neuenweg 22. 163 <box>1217 136 1310 147</box>
ad-text: empfiehlt sich in u. außer dem Hause. Bleichstr. 11. <box>1391 1166 1618 1189</box>
ad-text: für Küche und Hausarbeit gesucht 1. Juli zu vermieten. Reise-u. Dienst Mädchen p. 15. Juli. Landes-Heil- und Pflegeanstalt, Licher Straße 106. 7068 <box>726 785 958 832</box>
ad-heading: Für Metzger und Bäcker! <box>1151 522 1360 540</box>
buchhalter-heading: Buchhalter <box>541 1111 703 1141</box>
ad-text: billig abzugeben Birkenstock & Schneider, Kalt Kalkstraße 69, Bauhold Steinstraße 69. <box>1151 1327 1376 1350</box>
ad-heading: Student <box>1391 603 1469 624</box>
ad-text: zum Einstellen einig. Möbel für kurze Zeit. Schriftliche Angebote mit Preis unter 04792 an die Gieß. Anzeiger. <box>230 844 517 868</box>
ad-text: jeder Art werden ausgeführt. Arbeiten von sofort bis Tage. Steinbruchstr. 15. G. Ebel, Weiheiner Str. 19 I. <box>1391 1225 1618 1260</box>
ad-heading: 3-Zimmer-Wohnung <box>51 1517 205 1534</box>
ad-heading: tüchtigen Vertreter <box>230 1207 451 1231</box>
ad-heading: Junges Mädchen <box>726 1120 864 1138</box>
ad-text: in meinem Neubau Ecke Wolkstr. zu vermieten. <box>257 485 491 497</box>
ad-text: Sportwagen Töpfe u. Waschschrank und Kinderwagen, alles fast neu, billig zu verk. Anzuseh. Asterw. 29 II. Ein guterhaltener Sitz-Liegewagen billig abzugeben. Gesehen zu Bleichstraße 8. <box>1151 1006 1376 1065</box>
ad-text: perfekt in Stenographie, per sofort oder später nach Wetzlar gesucht. Ausführliche schriftliche Angebote unter 7131 an die Geschäftsstelle des Gieß. Anzeig. <box>726 378 958 425</box>
ad-heading: tüchtiges Hausmädchen <box>726 892 939 911</box>
ad-text: Unabhängige Frau sucht Beschäftigung im Waschen und Putzen. [04768] Asterweg 19. [04791] Unabhängige Frau sucht Laufstelle. Ritterstraße 23. <box>973 810 1136 880</box>
stottern-heading: Stottern <box>1427 465 1582 504</box>
ad-text: bill. bei Herm. Ahring, Lich. 1 Stamm Italiener-Hühner zu verkaufen. [04800] Georg Euler, Schiffenberger Weg, Kampweg 1. <box>973 1196 1136 1255</box>
column-5 <box>973 35 1143 2275</box>
stelle-box <box>726 37 957 311</box>
ad-text: 1 1/2 Jahr alt, sehr gut, a. d. Jagd geeignet zu verk. Walltorstraße 9. Kaner.-Hahn, 1 Weibchen, Kanarienvögel, mit Gartenlaube zu verkaufen. Waltorstr. 5 I. <box>973 1432 1136 1502</box>
ad-heading: Hausbursche <box>533 1694 649 1712</box>
ad-heading: Offene Stellen <box>230 1131 348 1149</box>
ad-text: Kaffee-Großhandlung u. Rösterei sucht jüngeren <box>540 674 703 697</box>
ad-text: Schön gelegene, geräumige Wohnung von 6 Zimmern mit Balkon und allem Zubehör, Badezimmer 2c. per Oktober zu vermieten. 5467] Näh. Plockstr. 16 II. <box>51 382 215 453</box>
kleines-haus-heading: Kleines Haus <box>998 1854 1110 1911</box>
ad-heading: Ein Dackelhund <box>973 1358 1121 1378</box>
jung-mann-box <box>973 652 1136 806</box>
ad-text: (Fuchs), fromm, ausgezeichnet für Landwirte, zu verkaufen, mit Garantie, billig abzugeben. Albert Stoll, Frankfurter Straße 86. 7132 <box>973 962 1136 1021</box>
ad-heading: Mädchen <box>726 760 821 782</box>
section-band-stellengesuche: Stellengesuche <box>726 1622 957 1653</box>
ad-text: deutsches, fransö., engl., englische Sprache, Korrespondent u. Buchhalter, sucht bei mäßigen Gehaltsansprüchen sofort Stellung. Näheres in d. Geschäftsstelle des Gießener Anzeig. 6756 <box>973 454 1136 548</box>
modern-laden-row <box>230 444 517 484</box>
ad-text: gesucht. 7118] Neustadt 6. Ordentl. reinliches Mädchen, welches bürgerlich kochen kann, als Haushälterin sofort gesucht. Gute Zeugnisse nötig. Angebote mit Angabe des Alters u. Lohnanspr. erbeten an Kaiserin Friedrich Frau Zelm Bad Nauheim. <box>726 1045 958 1116</box>
section-band-kaufgesuche: Kaufgesuche <box>1151 1355 1376 1386</box>
ad-text: billig zu verkaufen. Gg. Schwan, Neustadt 75. <box>1151 496 1376 519</box>
ad-text: E. Zuckermann. Wegen Aufn. d. Karussellbesucher Samstag abend bitte a. b. Turnverein Gießen. Gießen u. Wetzlar (Sonnenbad). Dameslobbelle. <box>1391 1401 1618 1448</box>
subhead-fuhren: FUHREN <box>1391 1194 1618 1220</box>
werber-intro: Für gut eingeführte Fachzeitschrift wird rühriger <box>550 935 693 959</box>
ad-text: Suche Köchinnen, Hausmädchen u. Kindermädchen. Frau Stellvermittlerin Gertrud Wallenbach, gewerbsmäßige Stellenvermittlerin, Gießen, Neuenweg 16. <box>726 1490 958 1537</box>
